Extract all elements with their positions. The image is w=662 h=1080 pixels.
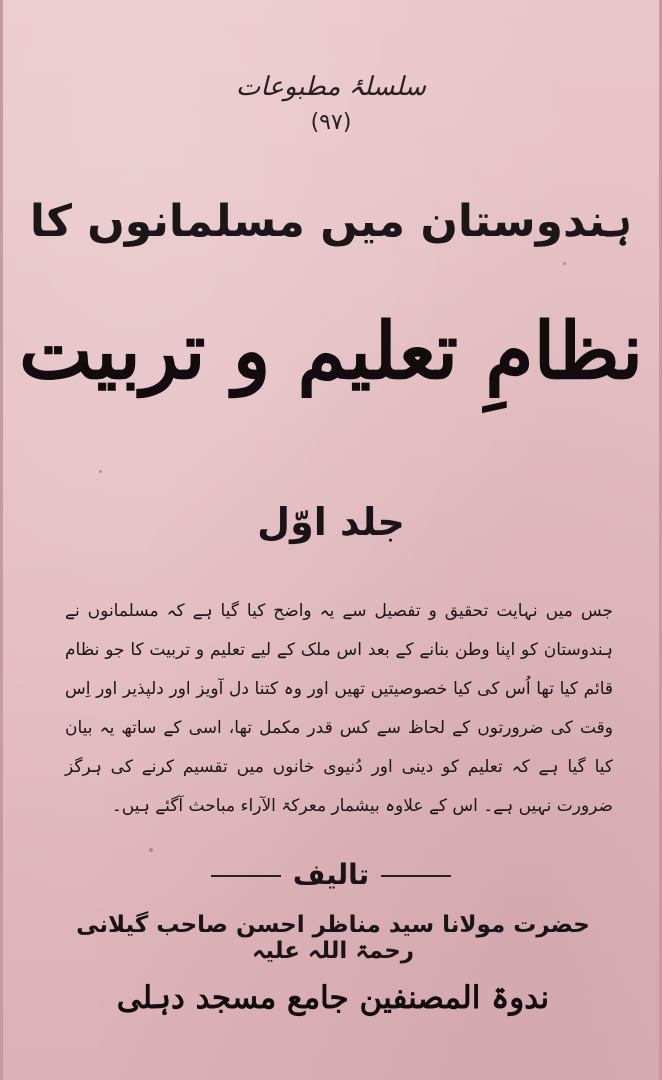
series-label: سلسلۂ مطبوعات <box>235 72 427 102</box>
compiled-by-heading <box>3 858 659 891</box>
publisher-name: ندوۃ المصنفین جامع مسجد دہلی <box>116 980 550 1016</box>
book-subtitle: ہندوستان میں مسلمانوں کا <box>29 196 633 247</box>
paper-speck <box>563 262 566 265</box>
divider-rule-left <box>211 875 281 877</box>
author-name: حضرت مولانا سید مناظر احسن صاحب گیلانی رحمۃ اللہ علیہ <box>76 912 590 964</box>
volume-label: جلد اوّل <box>257 500 405 544</box>
book-description: جس میں نہایت تحقیق و تفصیل سے یہ واضح کیا گیا ہے کہ مسلمانوں نے ہندوستان کو اپنا وطن بنانے کے بعد اس ملک کے لیے تعلیم و تربیت کا جو نظام قائم کیا تھا اُس کی کیا خصوصیتیں تھیں اور وہ کتنا دل آویز اور دلپذیر اور اِس وقت کی ضرورتوں کے لحاظ سے کس قدر مکمل تھا، اسی کے ساتھ یہ بیان کیا گیا ہے کہ تعلیم کو دینی اور دُنیوی خانوں میں تقسیم کرنے کی ہرگز ضرورت نہیں ہے۔ اس کے علاوہ بیشمار معرکۃ الآراء مباحث آگئے ہیں۔ <box>65 601 613 816</box>
paper-speck <box>99 470 102 473</box>
series-number: (۹۷) <box>310 110 352 135</box>
paper-speck <box>149 848 153 852</box>
compiled-by-label: تالیف <box>292 858 370 891</box>
book-title: نظامِ تعلیم و تربیت <box>18 306 644 397</box>
divider-rule-right <box>381 875 451 877</box>
